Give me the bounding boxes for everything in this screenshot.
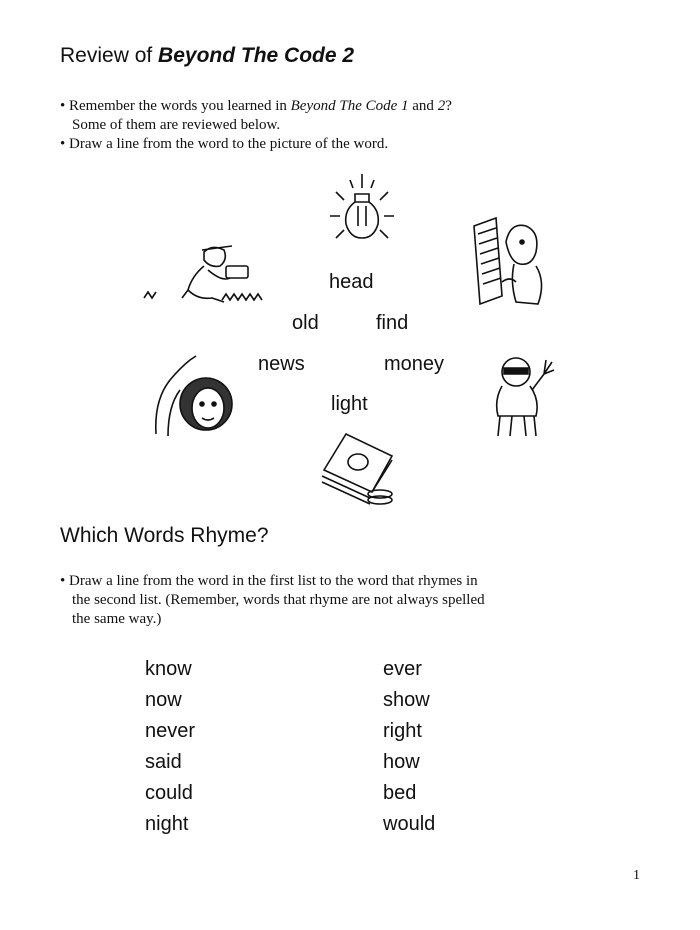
- money-stack-icon: [318, 430, 398, 506]
- bullet-1: • Remember the words you learned in Beyond The Code 1 and 2? Some of them are reviewed below.: [60, 98, 452, 133]
- page-number: 1: [633, 868, 640, 883]
- woman-touching-head-icon: [150, 350, 240, 440]
- list-item: right: [383, 720, 422, 742]
- list-item: would: [383, 813, 436, 835]
- person-reading-icon: [466, 212, 550, 312]
- word-light: light: [331, 393, 368, 415]
- lightbulb-icon: [322, 172, 402, 252]
- list-item: said: [145, 751, 182, 773]
- list-item: could: [145, 782, 193, 804]
- rhyme-list-2: [383, 658, 435, 844]
- title-emphasis: Beyond The Code 2: [158, 44, 355, 67]
- list-item: night: [145, 813, 189, 835]
- word-head: head: [329, 271, 374, 293]
- person-waving-icon: [488, 350, 560, 440]
- instructions-2: [60, 572, 580, 629]
- word-old: old: [292, 312, 319, 334]
- section-title-rhyme: Which Words Rhyme?: [60, 524, 269, 547]
- rhyme-list-1: [145, 658, 195, 844]
- word-money: money: [384, 353, 445, 375]
- bullet-rhyme: • Draw a line from the word in the first list to the word that rhymes in the second list. (Remember, words that rhyme are not always spelled the same way.): [60, 573, 485, 627]
- title-prefix: Review of: [60, 44, 159, 67]
- list-item: never: [145, 720, 196, 742]
- old-man-gardening-icon: [142, 242, 272, 312]
- bullet-2: • Draw a line from the word to the picture of the word.: [60, 136, 389, 152]
- instructions-1: [60, 97, 580, 154]
- list-item: ever: [383, 658, 422, 680]
- list-item: now: [145, 689, 182, 711]
- word-news: news: [258, 353, 305, 375]
- list-item: bed: [383, 782, 417, 804]
- list-item: know: [145, 658, 192, 680]
- word-find: find: [376, 312, 409, 334]
- page-title: [60, 44, 354, 68]
- list-item: how: [383, 751, 420, 773]
- list-item: show: [383, 689, 430, 711]
